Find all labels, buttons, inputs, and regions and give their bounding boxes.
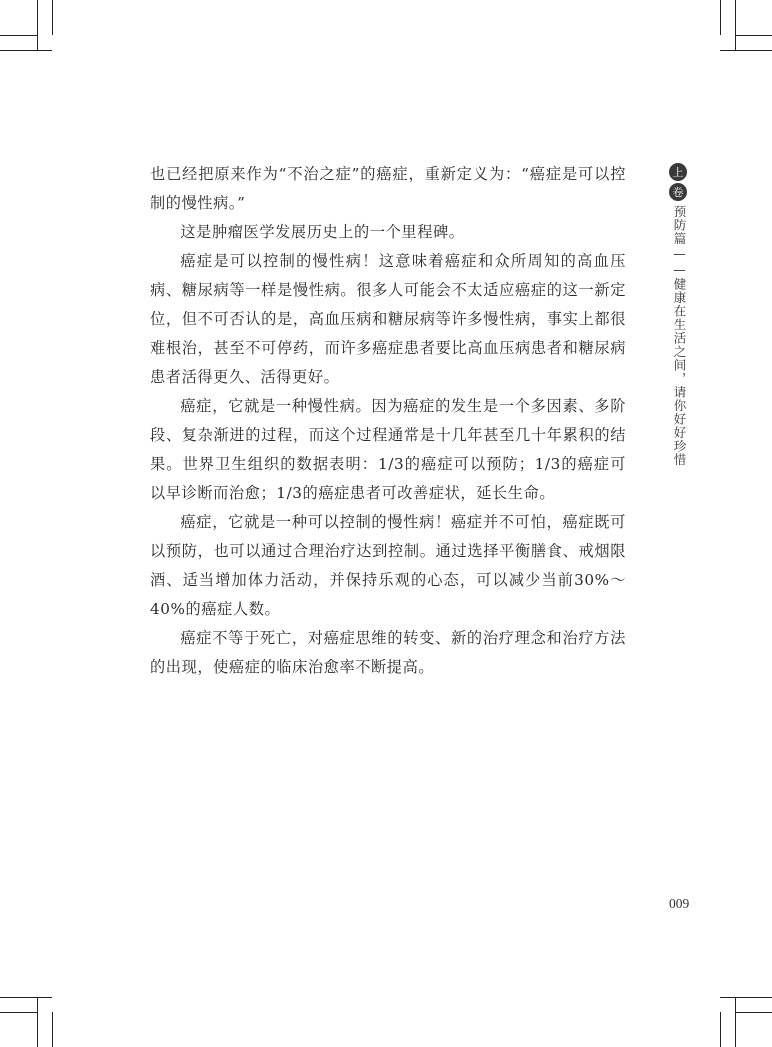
- paragraph: 这是肿瘤医学发展历史上的一个里程碑。: [180, 223, 465, 241]
- crop-mark: [52, 1012, 53, 1047]
- running-head: [670, 205, 688, 467]
- paragraph: 癌症是可以控制的慢性病！这意味着癌症和众所周知的高血压病、糖尿病等一样是慢性病。很多人可能会不太适应癌症的这一新定位，但不可否认的是，高血压病和糖尿病等许多慢性病，事实上都很难根治，甚至不可停药，而许多癌症患者要比高血压病患者和糖尿病患者活得更久、活得更好。: [150, 252, 626, 386]
- crop-mark: [735, 1012, 772, 1013]
- crop-mark: [0, 50, 52, 51]
- paragraph: 也已经把原来作为“不治之症”的癌症，重新定义为：“癌症是可以控制的慢性病。”: [150, 165, 626, 212]
- section-subtitle: 健康在生活之间，请你好好珍惜: [672, 277, 687, 467]
- separator: ——: [672, 245, 687, 278]
- crop-mark: [720, 0, 721, 35]
- crop-mark: [0, 1012, 37, 1013]
- crop-mark: [37, 0, 38, 50]
- crop-mark: [720, 997, 772, 998]
- page-body: [150, 160, 626, 682]
- volume-badge: 上: [669, 163, 687, 181]
- crop-mark: [0, 997, 52, 998]
- volume-badges: [669, 163, 689, 203]
- paragraph: 癌症不等于死亡，对癌症思维的转变、新的治疗理念和治疗方法的出现，使癌症的临床治愈率不断提高。: [150, 629, 626, 676]
- crop-mark: [735, 35, 772, 36]
- crop-mark: [52, 0, 53, 35]
- crop-mark: [37, 997, 38, 1047]
- crop-mark: [735, 0, 736, 50]
- paragraph: 癌症，它就是一种慢性病。因为癌症的发生是一个多因素、多阶段、复杂渐进的过程，而这个过程通常是十几年甚至几十年累积的结果。世界卫生组织的数据表明：1/3的癌症可以预防；1/3的癌症可以早诊断而治愈；1/3的癌症患者可改善症状，延长生命。: [150, 397, 626, 502]
- volume-badge: 卷: [669, 183, 687, 201]
- section-title: 预防篇: [672, 205, 687, 246]
- crop-mark: [720, 1012, 721, 1047]
- crop-mark: [720, 50, 772, 51]
- page-number: 009: [669, 896, 690, 911]
- crop-mark: [735, 997, 736, 1047]
- crop-mark: [0, 35, 37, 36]
- paragraph: 癌症，它就是一种可以控制的慢性病！癌症并不可怕，癌症既可以预防，也可以通过合理治疗达到控制。通过选择平衡膳食、戒烟限酒、适当增加体力活动，并保持乐观的心态，可以减少当前30%～40%的癌症人数。: [150, 513, 626, 618]
